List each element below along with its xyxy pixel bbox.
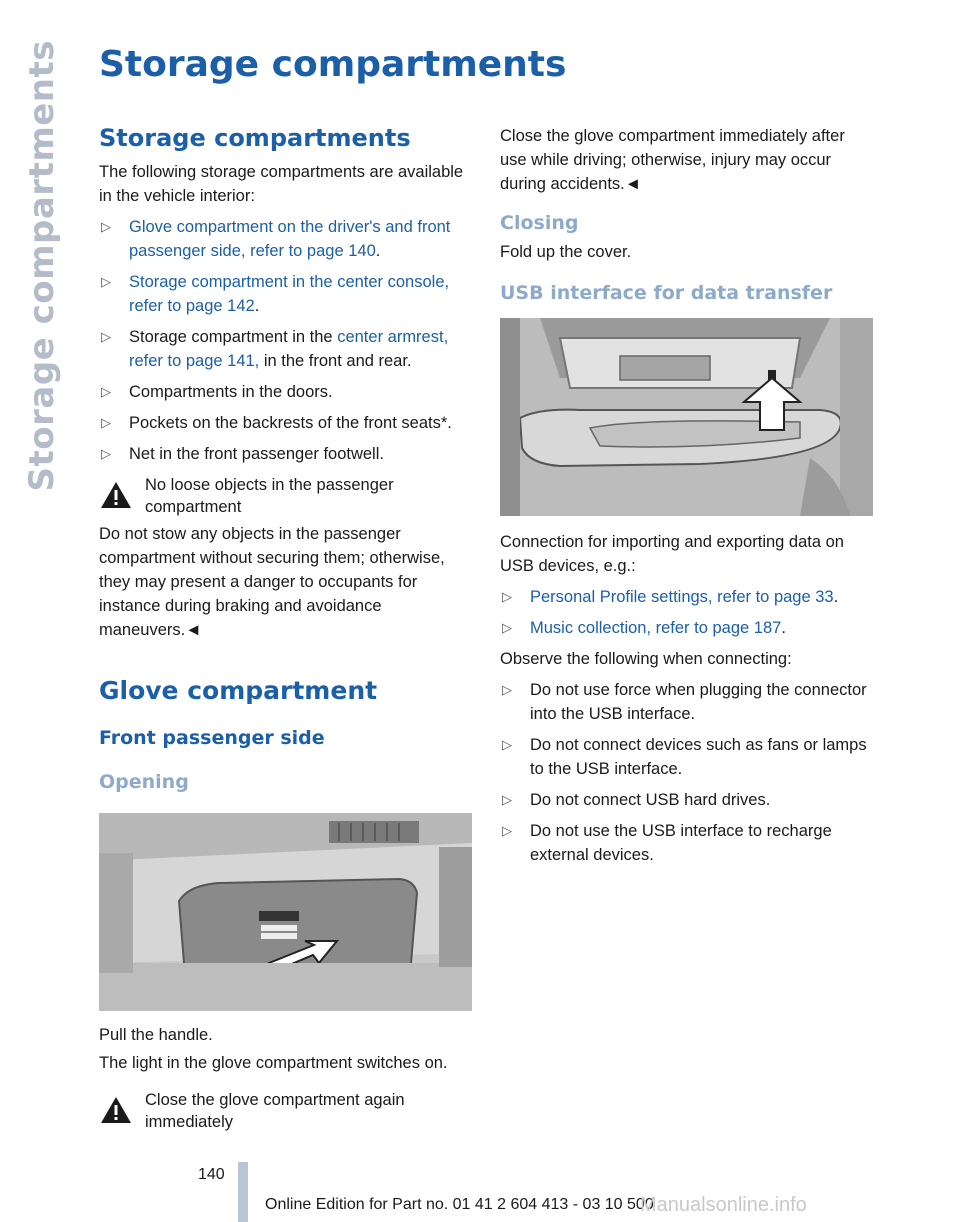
bullet-icon: ▷ [502,589,512,604]
list-item: ▷ Personal Profile settings, refer to page 33. [500,585,874,609]
bullet-icon: ▷ [101,384,111,399]
closing-heading: Closing [500,212,579,234]
usb-interface-illustration [500,318,873,516]
list-item: ▷ Compartments in the doors. [99,380,473,404]
observe-list [500,678,874,867]
list-item: ▷ Storage compartment in the center armrest, refer to page 141, in the front and rear. [99,325,473,373]
observe-text: Observe the following when connecting: [500,650,792,668]
bullet-icon: ▷ [502,823,512,838]
page-link[interactable]: Personal Profile settings, refer to page 33 [530,588,834,606]
list-item: ▷ Do not connect USB hard drives. [500,788,874,812]
bullet-icon: ▷ [101,274,111,289]
warning-title-2: Close the glove compartment again immediately [145,1091,405,1131]
bullet-icon: ▷ [502,682,512,697]
light-text: The light in the glove compartment switches on. [99,1054,448,1072]
front-passenger-heading: Front passenger side [99,727,325,749]
page-link[interactable]: Storage compartment in the center console, refer to page 142 [129,273,450,315]
bullet-icon: ▷ [101,446,111,461]
compartment-list [99,215,473,466]
list-item: ▷ Do not connect devices such as fans or lamps to the USB interface. [500,733,874,781]
page-number: 140 [198,1166,225,1183]
warning-icon [99,1095,133,1125]
bullet-icon: ▷ [101,329,111,344]
list-item: ▷ Pockets on the backrests of the front seats*. [99,411,473,435]
bullet-icon: ▷ [502,620,512,635]
side-tab-label: Storage compartments [22,40,62,492]
list-item: ▷ Glove compartment on the driver's and front passenger side, refer to page 140. [99,215,473,263]
list-item: ▷ Net in the front passenger footwell. [99,442,473,466]
watermark: Manualsonline.info [640,1194,807,1216]
list-item: ▷ Storage compartment in the center console, refer to page 142. [99,270,473,318]
footer-divider [238,1162,248,1222]
list-item: ▷ Do not use the USB interface to recharge external devices. [500,819,874,867]
page-link[interactable]: Music collection, refer to page 187 [530,619,782,637]
page-link[interactable]: Glove compartment on the driver's and front passenger side, refer to page 140 [129,218,451,260]
pull-text: Pull the handle. [99,1026,213,1044]
right-column [500,124,874,867]
bullet-icon: ▷ [101,219,111,234]
list-item: ▷ Music collection, refer to page 187. [500,616,874,640]
list-item: ▷ Do not use force when plugging the connector into the USB interface. [500,678,874,726]
bullet-icon: ▷ [502,737,512,752]
side-tab [22,40,62,492]
warning-icon [99,480,133,510]
connection-text: Connection for importing and exporting data on USB devices, e.g.: [500,533,844,575]
bullet-icon: ▷ [101,415,111,430]
left-column [99,120,473,1133]
usb-list [500,585,874,640]
bullet-icon: ▷ [502,792,512,807]
warning-body: Do not stow any objects in the passenger compartment without securing them; otherwise, they may present a danger to occupants for instance during braking and avoidance maneuvers.◄ [99,525,445,639]
glove-heading: Glove compartment [99,676,378,705]
page-link[interactable]: center armrest, refer to page 141, [129,328,449,370]
usb-heading: USB interface for data transfer [500,282,833,304]
warning-block-2 [99,1089,473,1133]
intro-text: The following storage compartments are available in the vehicle interior: [99,163,464,205]
warning-block [99,474,473,518]
section-heading: Storage compartments [99,124,411,152]
warning-body-2: Close the glove compartment immediately after use while driving; otherwise, injury may occur during accidents.◄ [500,127,845,193]
warning-title: No loose objects in the passenger compartment [145,476,394,516]
opening-heading: Opening [99,771,189,793]
page-title: Storage compartments [99,44,567,85]
glove-compartment-illustration [99,813,472,1011]
edition-text: Online Edition for Part no. 01 41 2 604 413 - 03 10 500 [265,1196,654,1213]
closing-text: Fold up the cover. [500,243,632,261]
